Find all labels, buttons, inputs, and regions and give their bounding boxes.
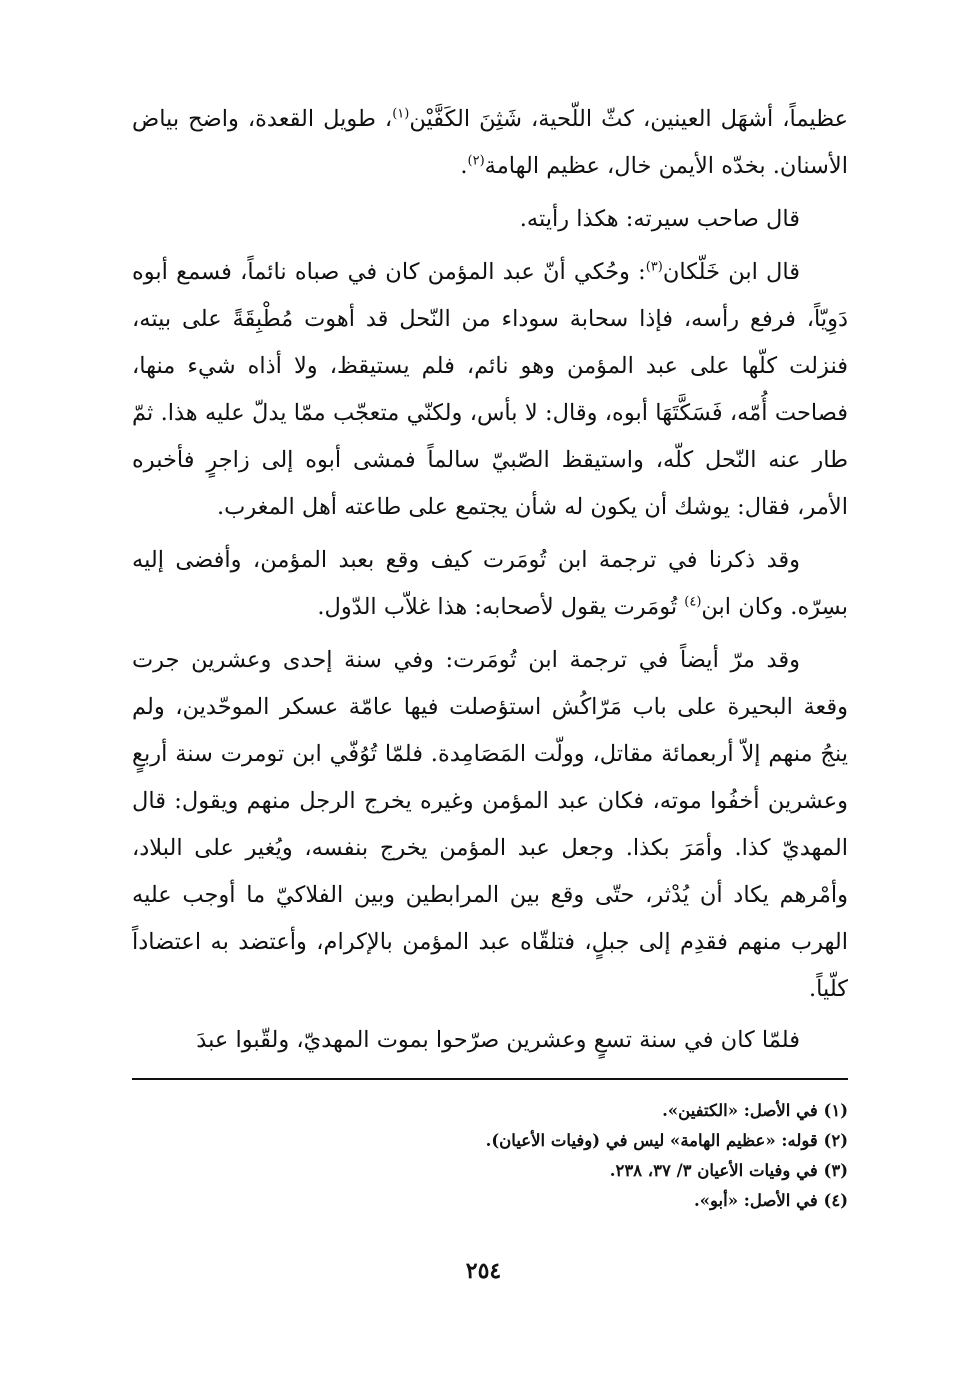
text-segment: عظيماً، أشهَل العينين، كثّ اللّحية، شَثِنَ الكَفَّيْن xyxy=(409,106,849,132)
footnote-1: (١) في الأصل: «الكتفين». xyxy=(662,1101,848,1120)
text-segment: : وحُكي أنّ عبد المؤمن كان في صباه نائماً، فسمع أبوه دَوِيّاً، فرفع رأسه، فإذا سحابة سوداء من النّحل قد أهوت مُطْبِقَةً على بيته، فنزلت كلّها على عبد المؤمن وهو نائم، فلم يستيقظ، ولا أذاه شيء منها، فصاحت أُمّه، فَسَكَّتَهَا أبوه، وقال: لا بأس، ولكنّي متعجّب ممّا يدلّ عليه هذا. ثمّ طار عنه النّحل كلّه، واستيقظ الصّبيّ سالماً فمشى أبوه إلى زاجرٍ فأخبره الأمر، فقال: يوشك أن يكون له شأن يجتمع على طاعته أهل المغرب. xyxy=(132,259,848,520)
page-number: ٢٥٤ xyxy=(465,1258,502,1284)
text-segment: قال ابن خَلّكان xyxy=(662,259,800,285)
paragraph-2 xyxy=(132,196,848,243)
paragraph-4 xyxy=(132,537,848,631)
text-segment: وقد ذكرنا في ترجمة ابن تُومَرت كيف وقع بعبد المؤمن، وأفضى إليه بسِرّه. وكان ابن xyxy=(132,547,848,620)
footnote-ref: (٢) xyxy=(467,153,485,169)
text-segment: . xyxy=(460,153,468,179)
footnote-separator xyxy=(132,1078,848,1080)
footnote-ref: (٣) xyxy=(645,259,663,275)
text-segment: تُومَرت يقول لأصحابه: هذا غلاّب الدّول. xyxy=(317,594,685,620)
paragraph-6 xyxy=(132,1017,848,1064)
text-segment: ، طويل القعدة، واضح بياض الأسنان. بخدّه الأيمن خال، عظيم الهامة xyxy=(132,106,848,179)
main-text xyxy=(132,96,848,1064)
footnotes xyxy=(132,1096,848,1216)
paragraph-5 xyxy=(132,637,848,1013)
text-segment: وقد مرّ أيضاً في ترجمة ابن تُومَرت: وفي سنة إحدى وعشرين جرت وقعة البحيرة على باب مَرّاكُش استؤصلت فيها عامّة عسكر الموحّدين، ولم ينجُ منهم إلاّ أربعمائة مقاتل، وولّت المَصَامِدة. فلمّا تُوُفّي ابن تومرت سنة أربعٍ وعشرين أخفُوا موته، فكان عبد المؤمن وغيره يخرج الرجل منهم ويقول: قال المهديّ كذا. وأمَرَ بكذا. وجعل عبد المؤمن يخرج بنفسه، ويُغير على البلاد، وأمْرهم يكاد أن يُدْثر، حتّى وقع بين المرابطين وبين الفلاكيّ ما أوجب عليه الهرب منهم فقدِم إلى جبلٍ، فتلقّاه عبد المؤمن بالإكرام، وأعتضد به اعتضاداً كلّياً. xyxy=(132,647,848,1002)
text-segment: قال صاحب سيرته: هكذا رأيته. xyxy=(519,206,800,232)
footnote-3: (٣) في وفيات الأعيان ٣/ ٣٧، ٢٣٨. xyxy=(609,1161,848,1180)
footnote-4: (٤) في الأصل: «أبو». xyxy=(693,1191,848,1210)
footnote-2: (٢) قوله: «عظيم الهامة» ليس في (وفيات الأعيان). xyxy=(485,1131,848,1150)
text-segment: فلمّا كان في سنة تسعٍ وعشرين صرّحوا بموت المهديّ، ولقّبوا عبدَ xyxy=(196,1027,800,1053)
footnote-ref: (٤) xyxy=(684,594,702,610)
paragraph-1 xyxy=(132,96,848,190)
paragraph-3 xyxy=(132,249,848,531)
footnote-ref: (١) xyxy=(392,106,410,122)
